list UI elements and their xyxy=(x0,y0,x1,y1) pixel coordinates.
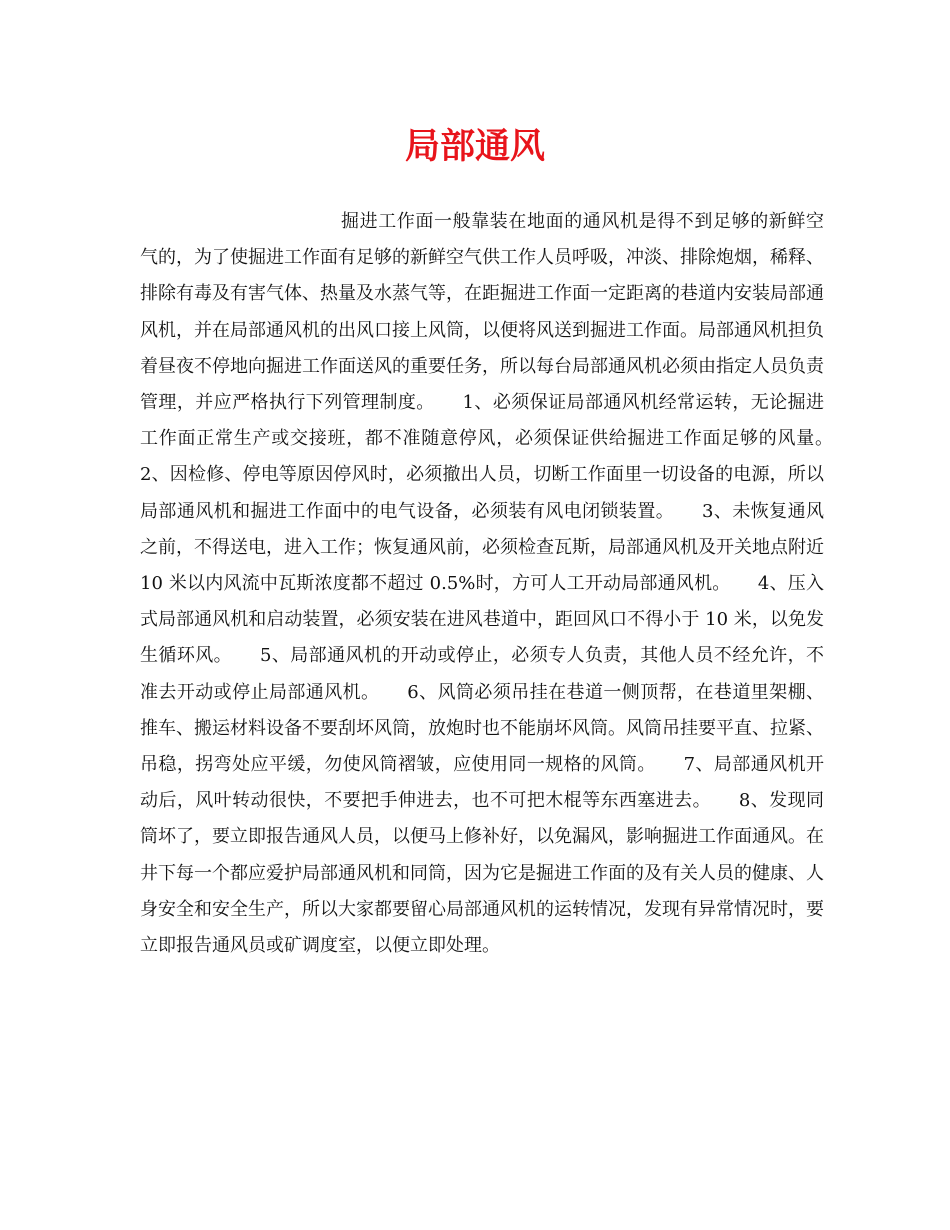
document-body: 掘进工作面一般靠装在地面的通风机是得不到足够的新鲜空气的，为了使掘进工作面有足够的新鲜空气供工作人员呼吸，冲淡、排除炮烟，稀释、排除有毒及有害气体、热量及水蒸气等，在距掘进工作面一定距离的巷道内安装局部通风机，并在局部通风机的出风口接上风筒，以便将风送到掘进工作面。局部通风机担负着昼夜不停地向掘进工作面送风的重要任务，所以每台局部通风机必须由指定人员负责管理，并应严格执行下列管理制度。 1、必须保证局部通风机经常运转，无论掘进工作面正常生产或交接班，都不准随意停风，必须保证供给掘进工作面足够的风量。 2、因检修、停电等原因停风时，必须撤出人员，切断工作面里一切设备的电源，所以局部通风机和掘进工作面中的电气设备，必须装有风电闭锁装置。 3、未恢复通风之前，不得送电，进入工作；恢复通风前，必须检查瓦斯，局部通风机及开关地点附近 10 米以内风流中瓦斯浓度都不超过 0.5%时，方可人工开动局部通风机。 4、压入式局部通风机和启动装置，必须安装在进风巷道中，距回风口不得小于 10 米，以免发生循环风。 5、局部通风机的开动或停止，必须专人负责，其他人员不经允许，不准去开动或停止局部通风机。 6、风筒必须吊挂在巷道一侧顶帮，在巷道里架棚、推车、搬运材料设备不要刮坏风筒，放炮时也不能崩坏风筒。风筒吊挂要平直、拉紧、吊稳，拐弯处应平缓，勿使风筒褶皱，应使用同一规格的风筒。 7、局部通风机开动后，风叶转动很快，不要把手伸进去，也不可把木棍等东西塞进去。 8、发现同筒坏了，要立即报告通风人员，以便马上修补好，以免漏风，影响掘进工作面通风。在井下每一个都应爱护局部通风机和同筒，因为它是掘进工作面的及有关人员的健康、人身安全和安全生产，所以大家都要留心局部通风机的运转情况，发现有异常情况时，要立即报告通风员或矿调度室，以便立即处理。 xyxy=(140,211,860,957)
document-title: 局部通风 xyxy=(404,126,545,167)
